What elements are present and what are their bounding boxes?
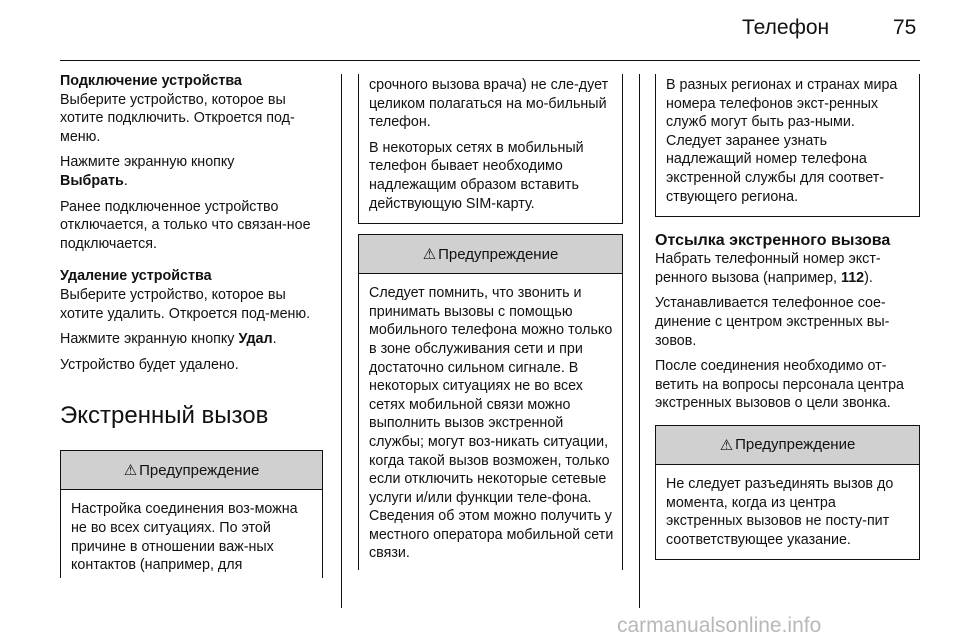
press-delete-text: Нажмите экранную кнопку Удал. (60, 331, 277, 348)
dial-text: Набрать телефонный номер экст-ренного вызова (например, 112). (655, 251, 881, 286)
warning-text: Настройка соединения воз-можна не во всех ситуациях. По этой причине в отношении важ-ных контактов (например, для (71, 501, 298, 574)
warning-triangle-icon: ⚠ (123, 462, 138, 480)
warning-body (656, 465, 919, 559)
column-2 (358, 74, 623, 570)
column-separator (639, 74, 640, 608)
establish-text: Устанавливается телефонное сое-динение с центром экстренных вы-зовов. (655, 295, 890, 349)
warning-box-1 (60, 450, 323, 578)
warning-header (359, 234, 622, 274)
press-select-text: Нажмите экранную кнопку Выбрать. (60, 154, 235, 189)
warning-box-3 (655, 425, 920, 560)
delete-subheading: Удаление устройства (60, 268, 212, 285)
warning-box-2 (358, 234, 623, 570)
delete-label: Удал (238, 331, 273, 348)
delete-text: Выберите устройство, которое вы хотите удалить. Откроется под-меню. (60, 286, 311, 322)
warning-text: Не следует разъединять вызов до момента, когда из центра экстренных вызовов не посту-пит соответствующее указание. (666, 475, 894, 548)
warning-box-continued (358, 74, 623, 224)
warning-body (61, 490, 322, 580)
warning-header (656, 425, 919, 465)
warning-triangle-icon: ⚠ (719, 436, 734, 454)
watermark: carmanualsonline.info (617, 614, 822, 637)
previous-device-text: Ранее подключенное устройство отключается, а только что связан-ное подключается. (60, 198, 311, 252)
warning-header (61, 450, 322, 490)
connect-subheading: Подключение устройства (60, 73, 242, 89)
warning-box-continued (655, 74, 920, 217)
select-label: Выбрать (60, 172, 124, 189)
column-separator (341, 74, 342, 608)
continued-text: срочного вызова врача) не сле-дует целиком полагаться на мо-бильный телефон. (369, 77, 609, 131)
column-3 (655, 74, 920, 560)
sim-card-text: В некоторых сетях в мобильный телефон бывает необходимо надлежащим образом вставить действующую SIM-карту. (369, 139, 584, 212)
warning-text: Следует помнить, что звонить и принимать вызовы с помощью мобильного телефона можно только в зоне обслуживания сети и при достаточно сильном сигнале. В некоторых ситуациях не во всех сетях мобильной связи можно выполнить вызов экстренной службы; могут воз-никать ситуации, когда такой вызов возможен, только если отключить некоторые сетевые услуги и/или функции теле-фона. Сведения об этом можно получить у местного оператора мобильной сети связи. (369, 285, 614, 562)
emergency-number: 112 (841, 269, 865, 286)
header-rule (60, 60, 920, 61)
after-connection-text: После соединения необходимо от-ветить на вопросы персонала центра экстренных вызовов о цели звонка. (655, 358, 905, 412)
warning-title: Предупреждение (735, 436, 856, 454)
column-1 (60, 72, 323, 578)
page-number: 75 (893, 16, 917, 39)
header-title: Телефон (742, 16, 830, 39)
warning-body (359, 274, 622, 569)
connect-text: Выберите устройство, которое вы хотите подключить. Откроется под-меню. (60, 91, 295, 145)
sending-emergency-heading: Отсылка экстренного вызова (655, 232, 891, 250)
emergency-call-heading: Экстренный вызов (60, 402, 269, 430)
regional-numbers-text: В разных регионах и странах мира номера телефонов экст-ренных служб могут быть раз-ными. Следует заранее узнать надлежащий номер телефона экстренной службы для соответ-ствующего региона. (666, 77, 898, 205)
warning-triangle-icon: ⚠ (422, 246, 437, 264)
warning-title: Предупреждение (438, 245, 559, 263)
warning-title: Предупреждение (139, 461, 260, 479)
deleted-text: Устройство будет удалено. (60, 356, 239, 373)
